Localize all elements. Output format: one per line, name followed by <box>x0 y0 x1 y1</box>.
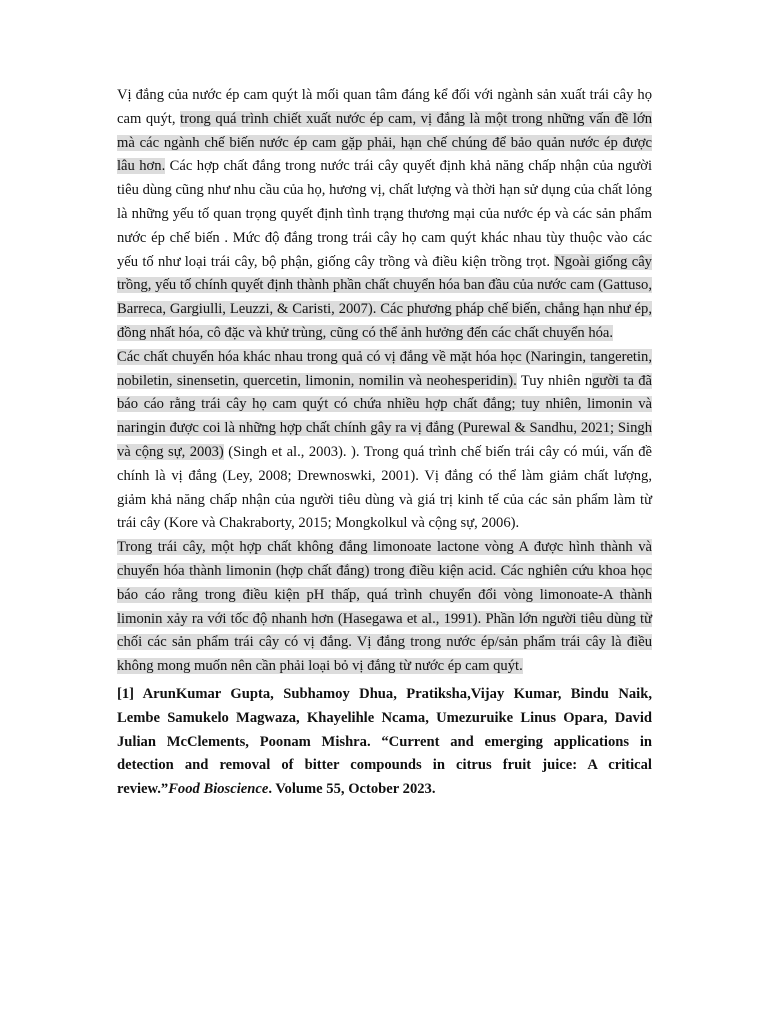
highlighted-text: trong quá trình chiết xuất nước ép cam, vị đắng là một trong những vấn đề lớn mà các ngành chế biến nước ép cam gặp phải, hạn chế chúng để bảo quản nước ép được lâu hơn. <box>117 110 652 175</box>
text-segment: (Singh et al., 2003). ). Trong quá trình chế biến trái cây có múi, vấn đề chính là vị đắng (Ley, 2008; Drewnoswki, 2001). Vị đắng có thể làm giảm chất lượng, giảm khả năng chấp nhận của người tiêu dùng và giá trị kinh tế của các sản phẩm làm từ trái cây (Kore và Chakraborty, 2015; Mongkolkul và cộng sự, 2006). <box>117 443 653 532</box>
text-segment: Vị đắng của nước ép cam quýt là mối quan tâm đáng kể đối với ngành sản xuất trái cây họ cam quýt, <box>117 87 652 127</box>
reference-journal: Food Bioscience <box>168 781 269 798</box>
paragraph-3 <box>117 536 652 679</box>
text-segment: Tuy nhiên n <box>516 372 593 389</box>
reference-volume: . Volume 55, October 2023. <box>268 781 436 798</box>
reference-authors-title: [1] ArunKumar Gupta, Subhamoy Dhua, Pratiksha,Vijay Kumar, Bindu Naik, Lembe Samukelo Magwaza, Khayelihle Ncama, Umezuruike Linus Opara, David Julian McClements, Poonam Mishra. “Current and emerging applications in detection and removal of bitter compounds in citrus fruit juice: A critical review.” <box>117 685 652 798</box>
highlighted-text: Các chất chuyển hóa khác nhau trong quả có vị đắng về mặt hóa học (Naringin, tangeretin, nobiletin, sinensetin, quercetin, limonin, nomilin và neohesperidin). <box>117 348 652 389</box>
paragraph-1 <box>117 84 652 346</box>
highlighted-text: Trong trái cây, một hợp chất không đắng limonoate lactone vòng A được hình thành và chuyển hóa thành limonin (hợp chất đắng) trong điều kiện acid. Các nghiên cứu khoa học báo cáo rằng trong điều kiện pH thấp, quá trình chuyển đổi vòng limonoate-A thành limonin xảy ra với tốc độ nhanh hơn (Hasegawa et al., 1991). Phần lớn người tiêu dùng từ chối các sản phẩm trái cây có vị đắng. Vị đắng trong nước ép/sản phẩm trái cây là điều không mong muốn nên cần phải loại bỏ vị đắng từ nước ép cam quýt. <box>117 539 652 675</box>
document-body <box>117 84 652 802</box>
text-segment: Các hợp chất đắng trong nước trái cây quyết định khả năng chấp nhận của người tiêu dùng cũng như nhu cầu của họ, hương vị, chất lượng và thời hạn sử dụng của chất lỏng là những yếu tố quan trọng quyết định tình trạng thương mại của nước ép và các sản phẩm nước ép chế biến . Mức độ đắng trong trái cây họ cam quýt khác nhau tùy thuộc vào các yếu tố như loại trái cây, bộ phận, giống cây trồng và điều kiện trồng trọt. <box>117 158 652 270</box>
highlighted-text: gười ta đã báo cáo rằng trái cây họ cam quýt có chứa nhiều hợp chất đắng; tuy nhiên, limonin và naringin được coi là những hợp chất chính gây ra vị đắng (Purewal & Sandhu, 2021; Singh và cộng sự, 2003) <box>117 372 652 460</box>
reference-entry <box>117 683 652 802</box>
paragraph-2 <box>117 346 652 536</box>
highlighted-text: Ngoài giống cây trồng, yếu tố chính quyết định thành phần chất chuyển hóa ban đầu của nước cam (Gattuso, Barreca, Gargiulli, Leuzzi, & Caristi, 2007). Các phương pháp chế biến, chẳng hạn như ép, đồng nhất hóa, cô đặc và khử trùng, cũng có thể ảnh hưởng đến các chất chuyển hóa. <box>117 253 652 341</box>
